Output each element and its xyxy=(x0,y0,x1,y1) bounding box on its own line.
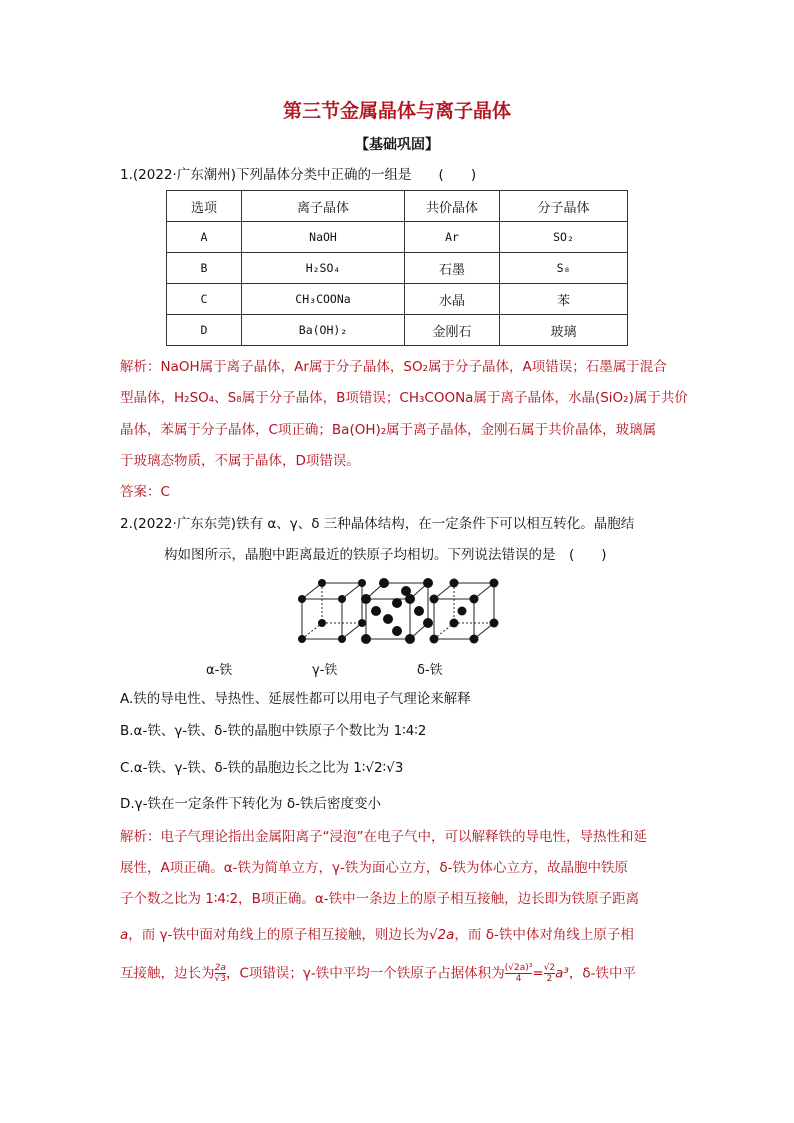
table-row xyxy=(167,222,628,253)
table-cell: 金刚石 xyxy=(405,315,500,346)
table-row xyxy=(167,253,628,284)
alpha-iron-cell xyxy=(302,583,362,639)
caption-alpha-iron: α-铁 xyxy=(206,663,233,678)
table-cell: Ar xyxy=(405,222,500,253)
q1-stem: 1.(2022·广东潮州)下列晶体分类中正确的一组是 ( ) xyxy=(120,167,477,183)
analysis-text: 互接触，边长为 xyxy=(120,965,215,982)
q2-stem: 2.(2022·广东东莞)铁有 α、γ、δ 三种晶体结构，在一定条件下可以相互转化。晶胞结 xyxy=(120,516,635,532)
q1-analysis-line: 晶体，苯属于分子晶体，C项正确；Ba(OH)₂属于离子晶体，金刚石属于共价晶体，玻璃属 xyxy=(120,422,657,438)
q2-analysis-line: 子个数之比为 1∶4∶2，B项正确。α-铁中一条边上的原子相互接触，边长即为铁原子距离 xyxy=(120,891,640,907)
fraction-edge xyxy=(215,963,226,984)
a-cubed: a³ xyxy=(555,965,569,982)
fraction-denominator: 4 xyxy=(505,973,533,984)
table-cell: 石墨 xyxy=(405,253,500,284)
table-cell: 苯 xyxy=(500,284,628,315)
option-c xyxy=(120,759,403,777)
table-cell: Ba(OH)₂ xyxy=(242,315,405,346)
q2-analysis-line xyxy=(120,963,636,984)
table-cell: C xyxy=(167,284,242,315)
fraction-numerator: 2a xyxy=(214,963,226,973)
q2-analysis-line: 解析：电子气理论指出金属阳离子“浸泡”在电子气中，可以解释铁的导电性，导热性和延 xyxy=(120,829,647,845)
analysis-text: ，而 δ-铁中体对角线上原子相 xyxy=(454,927,634,943)
fraction-coefficient xyxy=(544,963,555,984)
table-cell: A xyxy=(167,222,242,253)
equals-sign: = xyxy=(532,965,544,982)
fraction-denominator: √3 xyxy=(214,974,226,984)
analysis-text: ，C项错误；γ-铁中平均一个铁原子占据体积为 xyxy=(225,965,505,982)
q2-analysis-line: 展性，A项正确。α-铁为简单立方，γ-铁为面心立方，δ-铁为体心立方，故晶胞中铁原 xyxy=(120,860,628,876)
option-a: A.铁的导电性、导热性、延展性都可以用电子气理论来解释 xyxy=(120,691,471,707)
table-header: 选项 xyxy=(167,191,242,222)
q1-table xyxy=(166,190,628,346)
caption-delta-iron: δ-铁 xyxy=(417,663,443,678)
table-cell: B xyxy=(167,253,242,284)
q2-analysis-line xyxy=(120,926,634,944)
table-cell: NaOH xyxy=(242,222,405,253)
q1-answer: 答案：C xyxy=(120,484,170,500)
table-cell: 玻璃 xyxy=(500,315,628,346)
option-d: D.γ-铁在一定条件下转化为 δ-铁后密度变小 xyxy=(120,796,381,812)
table-cell: CH₃COONa xyxy=(242,284,405,315)
caption-gamma-iron: γ-铁 xyxy=(312,663,338,678)
analysis-text: ，而 γ-铁中面对角线上的原子相互接触，则边长为 xyxy=(128,927,429,943)
table-header: 离子晶体 xyxy=(242,191,405,222)
table-cell: S₈ xyxy=(500,253,628,284)
sqrt2-a: √2a xyxy=(428,927,455,943)
var-a: a xyxy=(120,927,129,943)
ratio-colon: ∶ xyxy=(382,760,387,776)
table-cell: D xyxy=(167,315,242,346)
option-c-text: C.α-铁、γ-铁、δ-铁的晶胞边长之比为 1∶ xyxy=(120,760,366,776)
table-header: 分子晶体 xyxy=(500,191,628,222)
table-cell: H₂SO₄ xyxy=(242,253,405,284)
option-b: B.α-铁、γ-铁、δ-铁的晶胞中铁原子个数比为 1∶4∶2 xyxy=(120,723,427,739)
table-row xyxy=(167,284,628,315)
table-header: 共价晶体 xyxy=(405,191,500,222)
q1-analysis-line: 型晶体，H₂SO₄、S₈属于分子晶体，B项错误；CH₃COONa属于离子晶体，水晶(SiO₂)属于共价 xyxy=(120,390,688,406)
table-row xyxy=(167,315,628,346)
table-cell: 水晶 xyxy=(405,284,500,315)
sqrt2: √2 xyxy=(365,760,383,776)
analysis-text: ，δ-铁中平 xyxy=(568,965,636,982)
crystal-cells-figure xyxy=(296,575,502,647)
q1-analysis-line: 解析：NaOH属于离子晶体，Ar属于分子晶体，SO₂属于分子晶体，A项错误；石墨属于混合 xyxy=(120,359,667,375)
sqrt3: √3 xyxy=(386,760,404,776)
page-title: 第三节金属晶体与离子晶体 xyxy=(282,100,511,122)
fraction-denominator: 2 xyxy=(544,973,555,984)
section-heading: 【基础巩固】 xyxy=(355,137,439,153)
q1-analysis-line: 于玻璃态物质，不属于晶体，D项错误。 xyxy=(120,453,360,469)
table-cell: SO₂ xyxy=(500,222,628,253)
table-header-row xyxy=(167,191,628,222)
fraction-numerator: √2 xyxy=(543,963,556,973)
q2-stem-cont: 构如图所示，晶胞中距离最近的铁原子均相切。下列说法错误的是 ( ) xyxy=(164,547,607,563)
fraction-numerator: (√2a)³ xyxy=(504,963,533,973)
fraction-volume xyxy=(505,963,533,984)
